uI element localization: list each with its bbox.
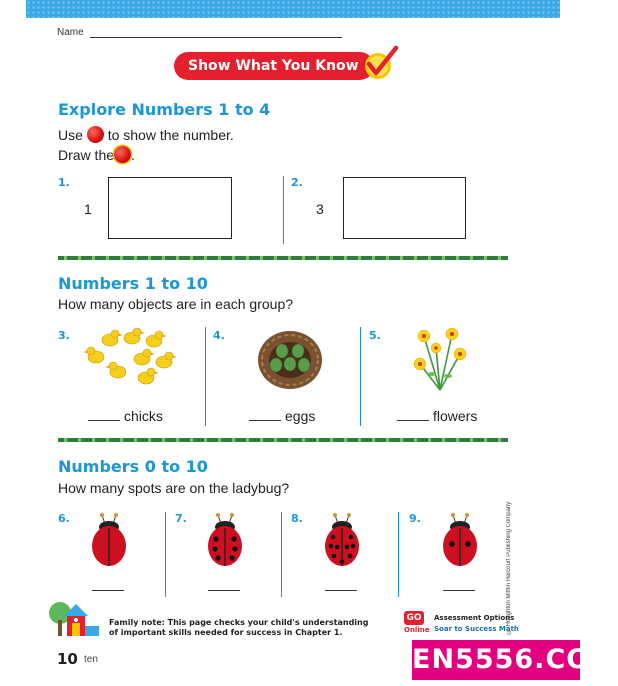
- item-label-2: 2.: [291, 176, 303, 189]
- item-label-6: 6.: [58, 512, 70, 525]
- divider: [165, 512, 166, 597]
- answer-flowers: [397, 408, 477, 424]
- section2-question: How many objects are in each group?: [58, 296, 294, 312]
- ladybug-0-spots: [89, 511, 129, 571]
- answer-chicks: [88, 408, 163, 424]
- item-label-4: 4.: [213, 329, 225, 342]
- nest-picture: [256, 326, 324, 390]
- copyright-text: © Houghton Mifflin Harcourt Publishing Company: [506, 501, 512, 634]
- answer-blank[interactable]: [325, 590, 357, 591]
- section-divider-stripe: [58, 256, 508, 260]
- divider: [360, 327, 361, 426]
- item-label-9: 9.: [409, 512, 421, 525]
- instruction-text: Draw the: [58, 147, 115, 163]
- section-title-numbers-1-10: Numbers 1 to 10: [58, 274, 208, 293]
- flowers-picture: [406, 324, 476, 392]
- ladybug-6-spots: [205, 511, 245, 571]
- answer-blank[interactable]: [397, 410, 429, 421]
- red-counter-icon: [114, 146, 131, 163]
- answer-blank[interactable]: [443, 590, 475, 591]
- section-title-numbers-0-10: Numbers 0 to 10: [58, 457, 208, 476]
- red-counter-icon: [87, 126, 104, 143]
- online-label: Online: [404, 626, 430, 634]
- answer-box-1[interactable]: [108, 177, 232, 239]
- item-label-8: 8.: [291, 512, 303, 525]
- divider: [281, 512, 282, 597]
- item-label-7: 7.: [175, 512, 187, 525]
- family-note: [109, 618, 368, 638]
- house-mascot-icon: [47, 600, 103, 642]
- soar-to-success-link[interactable]: Soar to Success Math: [434, 625, 519, 633]
- ladybug-2-spots: [440, 511, 480, 571]
- answer-unit: eggs: [285, 408, 316, 424]
- page-number: 10: [57, 650, 78, 668]
- go-online-button[interactable]: GO: [404, 611, 424, 625]
- name-label: Name: [57, 27, 84, 38]
- top-decorative-bar: [26, 0, 560, 18]
- page-number-word: ten: [84, 654, 98, 665]
- instruction-line-1: [58, 126, 234, 143]
- instruction-line-2: [58, 146, 135, 163]
- chicks-picture: [82, 326, 178, 392]
- section3-question: How many spots are on the ladybug?: [58, 480, 290, 496]
- section-divider-stripe: [58, 438, 508, 442]
- divider: [398, 512, 399, 597]
- answer-unit: chicks: [124, 408, 163, 424]
- divider: [283, 176, 284, 244]
- name-field-line[interactable]: [90, 37, 342, 38]
- item-number-2: 3: [316, 201, 324, 217]
- assessment-options-label: Assessment Options: [434, 614, 515, 622]
- answer-blank[interactable]: [92, 590, 124, 591]
- checkmark-icon: [360, 44, 400, 84]
- answer-unit: flowers: [433, 408, 478, 424]
- family-note-line: Family note: This page checks your child's understanding: [109, 618, 369, 627]
- instruction-text: Use: [58, 127, 83, 143]
- item-number-1: 1: [84, 201, 92, 217]
- answer-blank[interactable]: [88, 410, 120, 421]
- watermark-badge: EN5556.COM: [412, 640, 580, 680]
- item-label-3: 3.: [58, 329, 70, 342]
- answer-eggs: [249, 408, 315, 424]
- show-what-you-know-banner: Show What You Know: [174, 52, 374, 80]
- instruction-text: to show the number.: [107, 127, 234, 143]
- instruction-text: .: [131, 147, 135, 163]
- family-note-line: of important skills needed for success in Chapter 1.: [109, 628, 343, 637]
- item-label-1: 1.: [58, 176, 70, 189]
- section-title-explore: Explore Numbers 1 to 4: [58, 100, 271, 119]
- answer-box-2[interactable]: [343, 177, 466, 239]
- answer-blank[interactable]: [249, 410, 281, 421]
- divider: [205, 327, 206, 426]
- ladybug-9-spots: [322, 511, 362, 571]
- answer-blank[interactable]: [208, 590, 240, 591]
- item-label-5: 5.: [369, 329, 381, 342]
